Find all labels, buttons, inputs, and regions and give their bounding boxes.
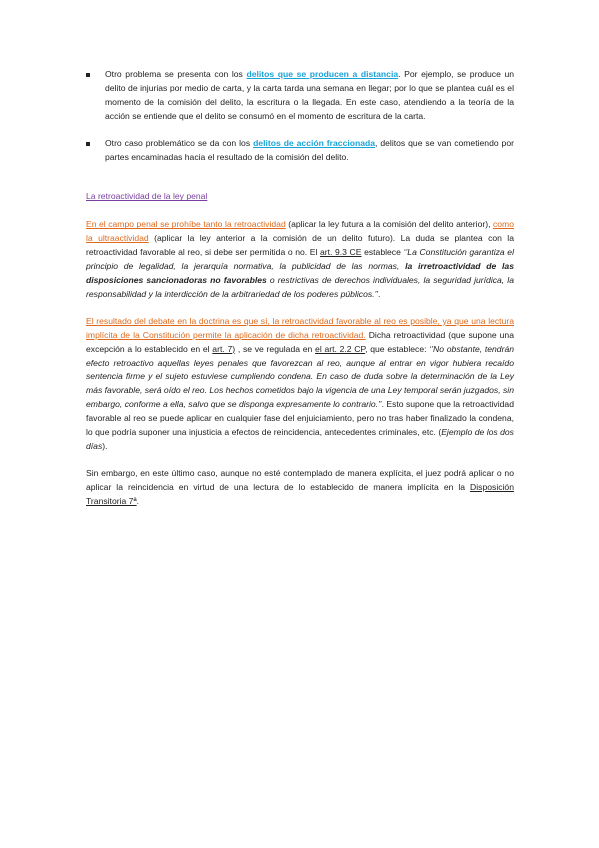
bullet-list [86,68,514,164]
paragraph-sin-embargo: Sin embargo, en este último caso, aunque no esté contemplado de manera explícita, el juez podrá aplicar o no aplicar la reincidencia en virtud de una lectura de lo establecido de manera implícita en la Disposición Transitoria 7ª. [86,467,514,506]
square-bullet-icon [86,73,90,77]
link-ultraactividad[interactable]: como la ultraactividad [86,219,514,244]
section-heading[interactable]: La retroactividad de la ley penal [86,191,208,202]
link-disposicion-transitoria[interactable]: Disposición Transitoria 7ª [86,481,514,506]
square-bullet-icon [86,142,90,146]
paragraph-retroactividad: En el campo penal se prohíbe tanto la retroactividad (aplicar la ley futura a la comisión del delito anterior), como la ultraactividad (aplicar la ley anterior a la comisión de un delito futuro). La duda se plantea con la retroactividad favorable al reo, si debe ser permitida o no. El art. 9.3 CE establece ‘’La Constitución garantiza el principio de legalidad, la jerarquía normativa, la publicidad de las normas, la irretroactividad de las disposiciones sancionadoras no favorables o restrictivas de derechos individuales, la seguridad jurídica, la responsabilidad y la interdicción de la arbitrariedad de los poderes públicos.’’. [86,219,514,299]
link-delitos-accion-fraccionada[interactable]: delitos de acción fraccionada [253,137,376,148]
document-body [86,68,514,522]
link-art-7[interactable]: art. 7) [212,343,236,354]
link-resultado-debate[interactable]: El resultado del debate en la doctrina es que sí, la retroactividad favorable al reo es posible, ya que una lectura implícita de la Constitución permite la aplicación de dicha retroactividad. [86,315,514,340]
link-art-2-2-cp[interactable]: el art. 2.2 CP [315,343,366,354]
link-delitos-distancia[interactable]: delitos que se producen a distancia [246,69,399,79]
paragraph-debate: El resultado del debate en la doctrina es que sí, la retroactividad favorable al reo es posible, ya que una lectura implícita de la Constitución permite la aplicación de dicha retroactividad. Dicha retroactividad (que supone una excepción a lo establecido en el art. 7) , se ve regulada en el art. 2.2 CP, que establece: ‘’No obstante, tendrán efecto retroactivo aquellas leyes penales que favorezcan al reo, aunque al entrar en vigor hubiera recaído sentencia firme y el sujeto estuviese cumpliendo condena. En caso de duda sobre la determinación de la Ley más favorable, será oído el reo. Los hechos cometidos bajo la vigencia de una Ley temporal serán juzgados, sin embargo, conforme a ella, salvo que se disponga expresamente lo contrario.’’. Esto supone que la retroactividad favorable al reo se puede aplicar en cualquier fase del enjuiciamiento, pero no tras haber finalizado la condena, lo que podría suponer una injusticia a efectos de reincidencia, antecedentes criminales, etc. (Ejemplo de los dos días). [86,315,515,451]
quote-cp: ‘’No obstante, tendrán efecto retroactivo aquellas leyes penales que favorezcan al reo, aunque al entrar en vigor hubiera recaído sentencia firme y el sujeto estuviese cumpliendo condena. En caso de duda sobre la determinación de la Ley más favorable, será oído el reo. Los hechos cometidos bajo la vigencia de una Ley temporal serán juzgados, sin embargo, conforme a ella, salvo que se disponga expresamente lo contrario.’’ [86,343,515,410]
list-item: Otro caso problemático se da con los delitos de acción fraccionada, delitos que se van cometiendo por partes encaminadas hacia el resultado de la comisión del delito. [86,137,514,165]
link-art-9-3-ce[interactable]: art. 9.3 CE [320,247,362,258]
list-item: Otro problema se presenta con los delitos que se producen a distancia. Por ejemplo, se produce un delito de injurias por medio de carta, y la carta tarda una semana en llegar; por lo que se plantea cuál es el momento de la comisión del delito, la escritura o la llegada. En este caso, atendiendo a la teoría de la acción se entiende que el delito se consumó en el momento de escritura de la carta. [86,68,514,124]
quote-ce: ‘’La Constitución garantiza el principio de legalidad, la jerarquía normativa, la publicidad de las normas, la irretroactividad de las disposiciones sancionadoras no favorables o restrictivas de derechos individuales, la seguridad jurídica, la responsabilidad y la interdicción de la arbitrariedad de los poderes públicos.’’ [86,247,514,299]
example-note: Ejemplo de los dos días [86,427,514,451]
link-prohibe-retroactividad[interactable]: En el campo penal se prohíbe tanto la retroactividad [86,219,286,230]
